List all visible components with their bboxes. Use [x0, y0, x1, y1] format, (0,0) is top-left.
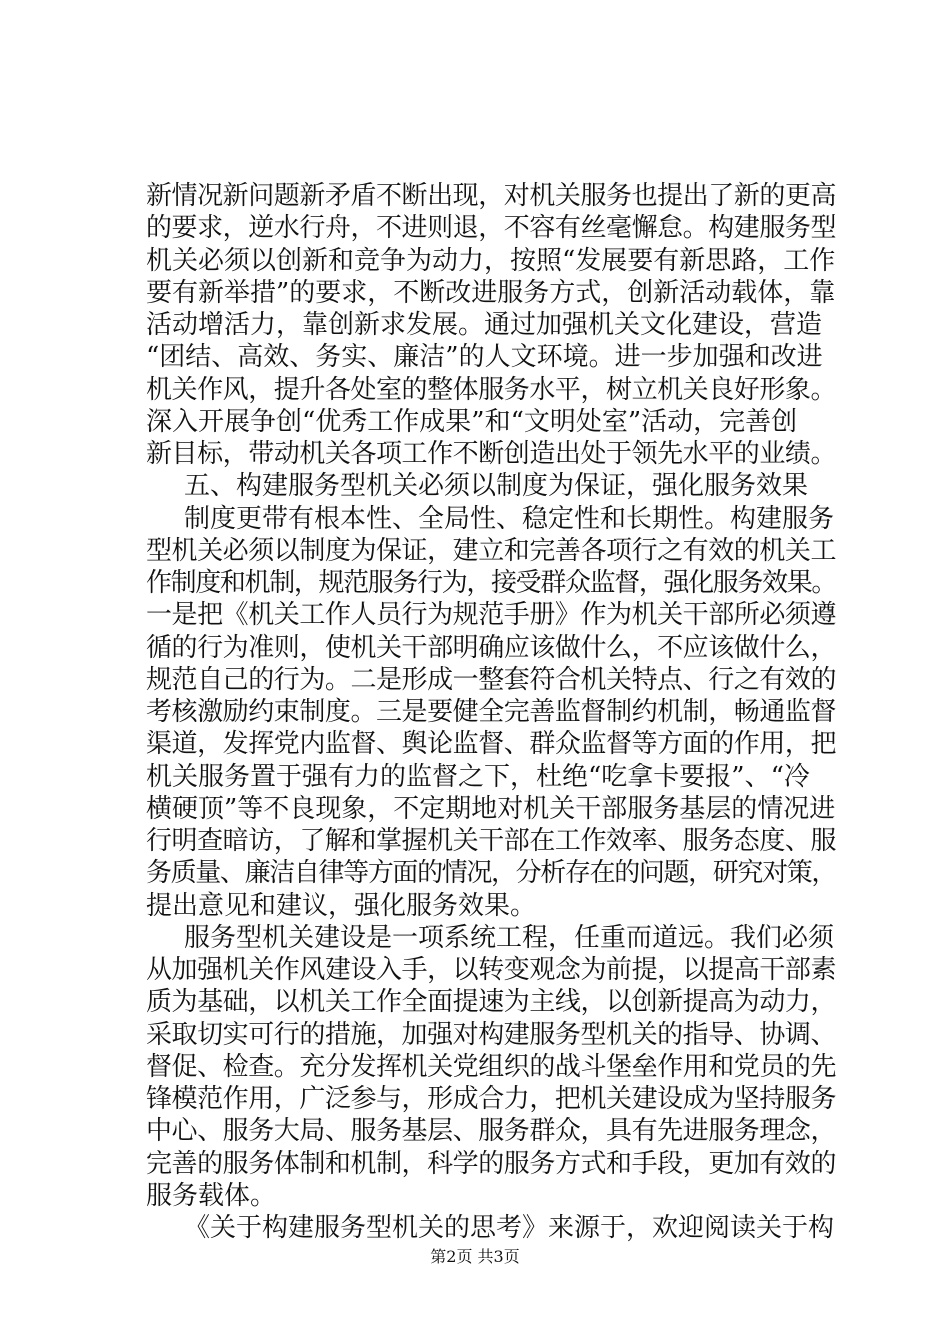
text-line: 中心、服务大局、服务基层、服务群众，具有先进服务理念， [146, 1116, 837, 1147]
text-line: 横硬顶”等不良现象，不定期地对机关干部服务基层的情况进 [146, 793, 836, 824]
text-line: 服务型机关建设是一项系统工程，任重而道远。我们必须 [184, 922, 835, 953]
text-line: 锋模范作用，广泛参与，形成合力，把机关建设成为坚持服务 [146, 1084, 837, 1114]
text-line: 机关服务置于强有力的监督之下，杜绝“吃拿卡要报”、“冷 [146, 761, 810, 792]
text-line: 规范自己的行为。二是形成一整套符合机关特点、行之有效的 [146, 664, 837, 695]
text-line: 考核激励约束制度。三是要健全完善监督制约机制，畅通监督 [146, 697, 837, 727]
text-line: 要有新举措”的要求，不断改进服务方式，创新活动载体，靠 [146, 277, 836, 308]
text-line: 一是把《机关工作人员行为规范手册》作为机关干部所必须遵 [146, 600, 837, 631]
text-line: 提出意见和建议，强化服务效果。 [146, 890, 537, 921]
text-line: 新情况新问题新矛盾不断出现，对机关服务也提出了新的更高 [146, 181, 837, 211]
text-line: 机关作风，提升各处室的整体服务水平，树立机关良好形象。 [146, 374, 837, 405]
text-line: 督促、检查。充分发挥机关党组织的战斗堡垒作用和党员的先 [146, 1051, 837, 1082]
text-line: 《关于构建服务型机关的思考》来源于，欢迎阅读关于构 [184, 1213, 835, 1243]
text-line: 五、构建服务型机关必须以制度为保证，强化服务效果 [184, 471, 809, 502]
text-line: 活动增活力，靠创新求发展。通过加强机关文化建设，营造 [146, 310, 823, 340]
text-line: 型机关必须以制度为保证，建立和完善各项行之有效的机关工 [146, 535, 837, 566]
text-line: 服务载体。 [146, 1180, 277, 1211]
text-line: 作制度和机制，规范服务行为，接受群众监督，强化服务效果。 [146, 568, 837, 598]
page-footer: 第2页 共3页 [430, 1247, 520, 1266]
text-line: 采取切实可行的措施，加强对构建服务型机关的指导、协调、 [146, 1019, 837, 1050]
text-line: 从加强机关作风建设入手，以转变观念为前提，以提高干部素 [146, 955, 837, 985]
text-line: 完善的服务体制和机制，科学的服务方式和手段，更加有效的 [146, 1148, 837, 1179]
text-line: 深入开展争创“优秀工作成果”和“文明处室”活动，完善创 [146, 406, 798, 437]
text-line: 务质量、廉洁自律等方面的情况，分析存在的问题，研究对策， [146, 858, 837, 889]
text-line: 质为基础，以机关工作全面提速为主线，以创新提高为动力， [146, 987, 837, 1018]
text-line: 机关必须以创新和竞争为动力，按照“发展要有新思路，工作 [146, 245, 836, 276]
document-body [146, 180, 836, 1244]
text-line: 渠道，发挥党内监督、舆论监督、群众监督等方面的作用，把 [146, 729, 837, 760]
text-line: 制度更带有根本性、全局性、稳定性和长期性。构建服务 [184, 503, 835, 534]
text-line: “团结、高效、务实、廉洁”的人文环境。进一步加强和改进 [146, 342, 823, 373]
text-line: 循的行为准则，使机关干部明确应该做什么，不应该做什么， [146, 632, 837, 663]
text-line: 的要求，逆水行舟，不进则退，不容有丝毫懈怠。构建服务型 [146, 213, 837, 244]
text-line: 新目标，带动机关各项工作不断创造出处于领先水平的业绩。 [146, 439, 837, 469]
text-line: 行明查暗访，了解和掌握机关干部在工作效率、服务态度、服 [146, 826, 837, 856]
